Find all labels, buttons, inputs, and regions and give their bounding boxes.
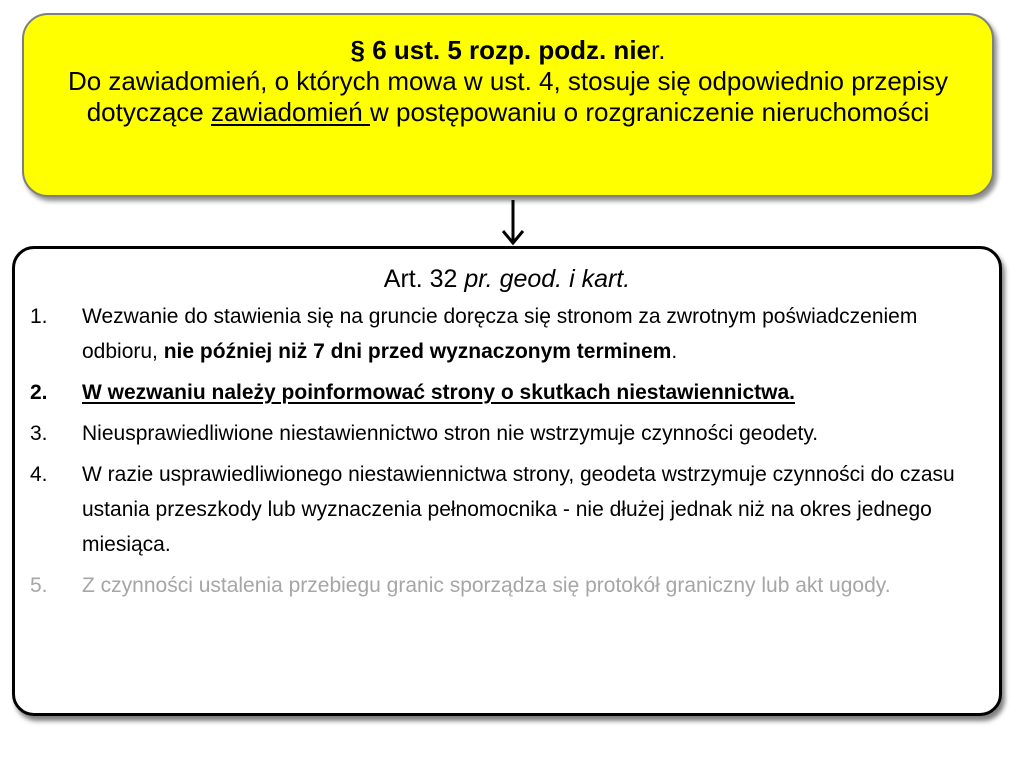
regulation-heading bbox=[24, 35, 992, 66]
list-item-number: 2. bbox=[30, 381, 48, 404]
article-points-list bbox=[30, 299, 990, 609]
regulation-body-part2: w postępowaniu o rozgraniczenie nieruchomości bbox=[369, 97, 930, 127]
article-title-italic: pr. geod. i kart. bbox=[464, 265, 631, 293]
list-item bbox=[30, 299, 990, 369]
list-item-text: Nieusprawiedliwione niestawiennictwo stron nie wstrzymuje czynności geodety. bbox=[82, 422, 819, 445]
list-item-number: 5. bbox=[30, 574, 48, 597]
article-box bbox=[12, 246, 1002, 716]
list-item-number: 3. bbox=[30, 422, 48, 445]
regulation-heading-tail: r. bbox=[651, 35, 666, 65]
list-item-text: W wezwaniu należy poinformować strony o skutkach niestawiennictwa. bbox=[82, 381, 795, 404]
regulation-body bbox=[24, 66, 992, 128]
regulation-callout-box bbox=[22, 13, 994, 197]
list-item bbox=[30, 416, 990, 451]
list-item-number: 1. bbox=[30, 305, 48, 328]
list-item-text: W razie usprawiedliwionego niestawiennictwa strony, geodeta wstrzymuje czynności do czasu ustania przeszkody lub wyznaczenia pełnomocnika - nie dłużej jednak niż na okres jednego miesiąca. bbox=[82, 463, 955, 556]
list-item-text bbox=[82, 299, 990, 369]
list-item-text-b: . bbox=[671, 340, 678, 363]
down-arrow-icon bbox=[499, 198, 527, 246]
regulation-heading-bold: § 6 ust. 5 rozp. podz. nie bbox=[350, 35, 652, 65]
regulation-body-part1: Do zawiadomień, o których mowa w ust. 4, stosuje się odpowiednio przepisy dotyczące bbox=[67, 66, 949, 127]
list-item-number: 4. bbox=[30, 463, 48, 486]
list-item-text-bold: nie później niż 7 dni przed wyznaczonym terminem bbox=[163, 340, 672, 363]
list-item-text-a: Wezwanie do stawienia się na gruncie doręcza się stronom za zwrotnym poświadczeniem odbioru, bbox=[82, 305, 918, 363]
list-item-text: Z czynności ustalenia przebiegu granic sporządza się protokół graniczny lub akt ugody. bbox=[82, 574, 891, 597]
list-item bbox=[30, 457, 990, 562]
article-title bbox=[15, 264, 999, 294]
article-title-prefix: Art. 32 bbox=[383, 265, 465, 293]
list-item bbox=[30, 375, 990, 410]
list-item bbox=[30, 568, 990, 603]
regulation-body-underlined: zawiadomień bbox=[211, 97, 370, 127]
